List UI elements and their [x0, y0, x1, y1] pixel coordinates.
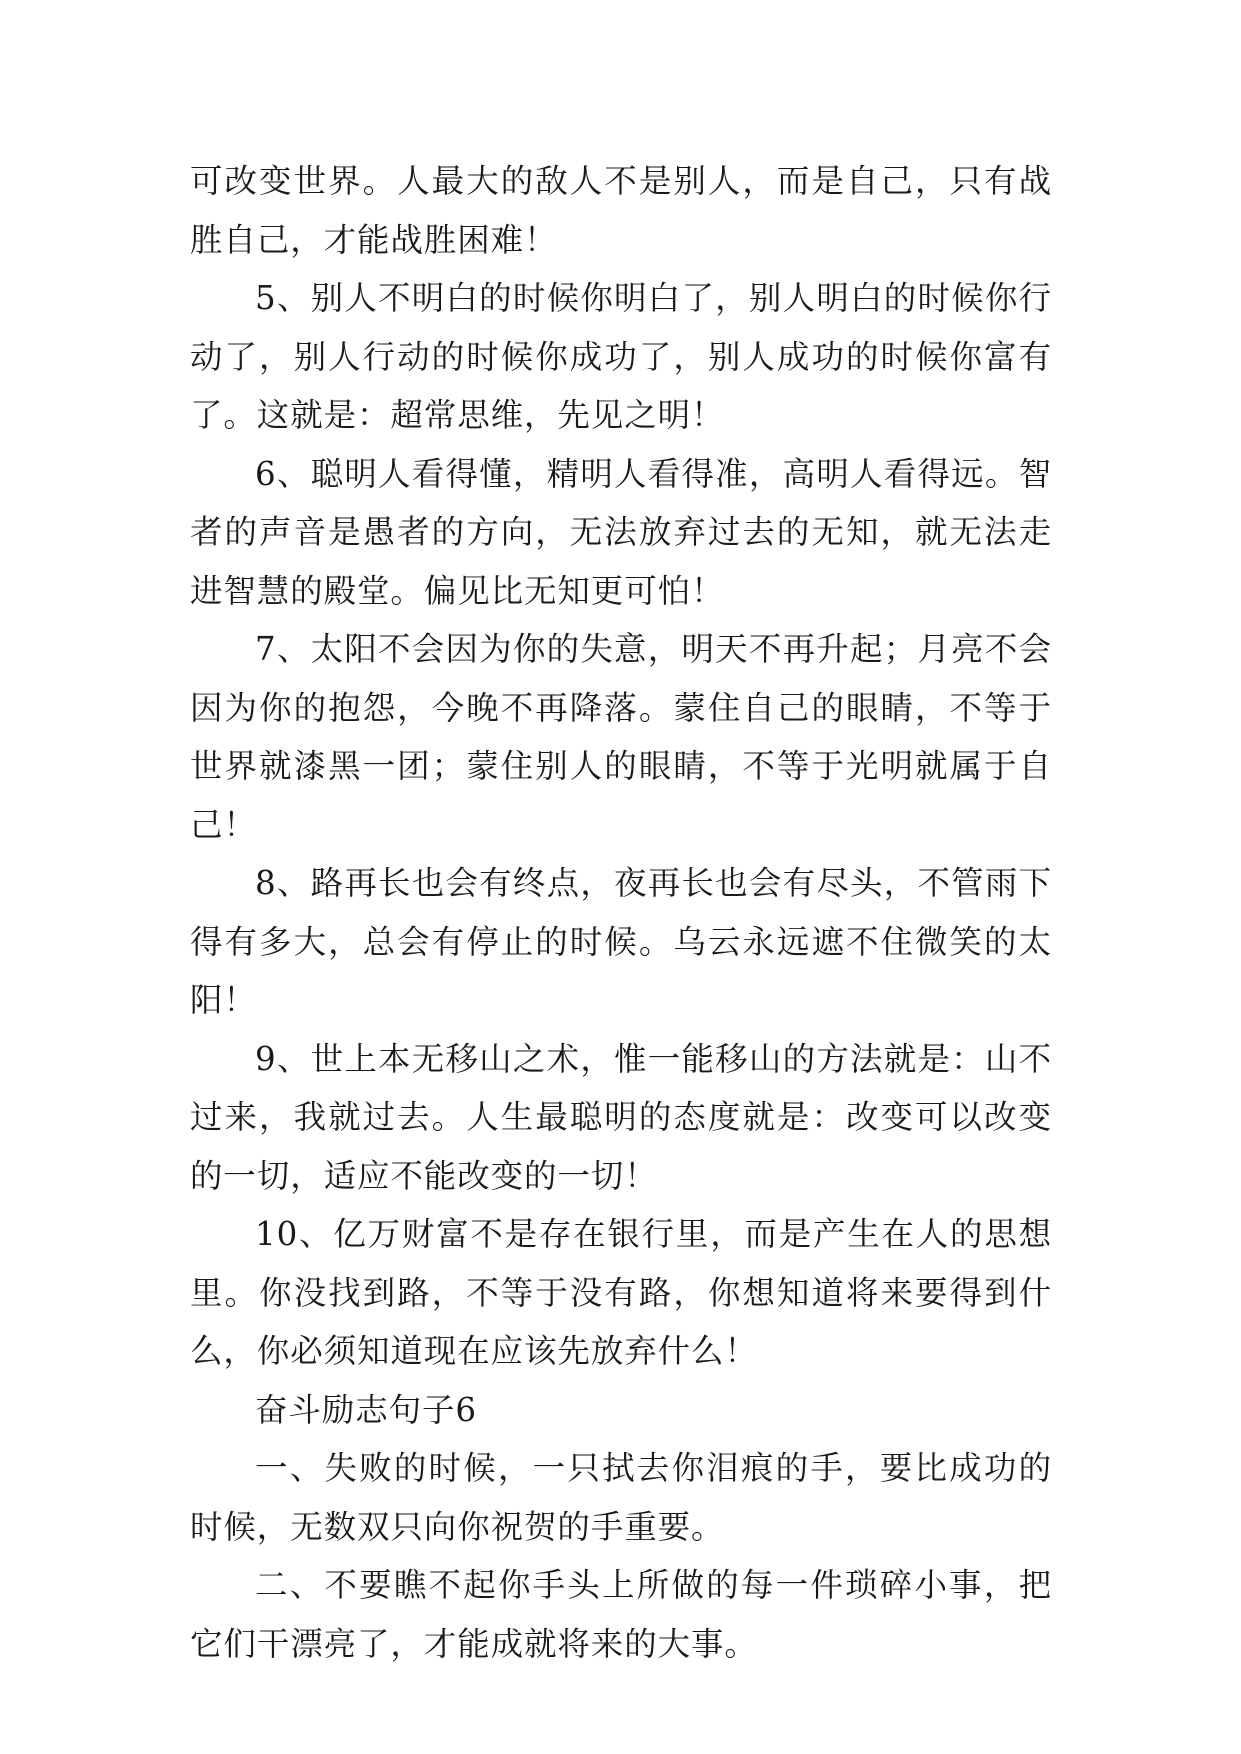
paragraph-item-8: 8、路再长也会有终点，夜再长也会有尽头，不管雨下得有多大，总会有停止的时候。乌云永远遮不住微笑的太阳！ — [190, 864, 1052, 1019]
paragraph-item-10: 10、亿万财富不是存在银行里，而是产生在人的思想里。你没找到路，不等于没有路，你想知道将来要得到什么，你必须知道现在应该先放弃什么！ — [190, 1215, 1052, 1370]
paragraph-item-5: 5、别人不明白的时候你明白了，别人明白的时候你行动了，别人行动的时候你成功了，别人成功的时候你富有了。这就是：超常思维，先见之明！ — [190, 279, 1052, 434]
paragraph-item-9: 9、世上本无移山之术，惟一能移山的方法就是：山不过来，我就过去。人生最聪明的态度就是：改变可以改变的一切，适应不能改变的一切！ — [190, 1039, 1052, 1195]
paragraph-item-7: 7、太阳不会因为你的失意，明天不再升起；月亮不会因为你的抱怨，今晚不再降落。蒙住自己的眼睛，不等于世界就漆黑一团；蒙住别人的眼睛，不等于光明就属于自己！ — [190, 630, 1052, 844]
paragraph-item-6: 6、聪明人看得懂，精明人看得准，高明人看得远。智者的声音是愚者的方向，无法放弃过去的无知，就无法走进智慧的殿堂。偏见比无知更可怕！ — [190, 454, 1052, 610]
section-heading: 奋斗励志句子6 — [255, 1390, 477, 1429]
paragraph-item-one: 一、失败的时候，一只拭去你泪痕的手，要比成功的时候，无数双只向你祝贺的手重要。 — [190, 1449, 1052, 1546]
body-text — [190, 152, 1052, 1673]
paragraph-continuation: 可改变世界。人最大的敌人不是别人，而是自己，只有战胜自己，才能战胜困难！ — [190, 162, 1052, 259]
paragraph-item-two: 二、不要瞧不起你手头上所做的每一件琐碎小事，把它们干漂亮了，才能成就将来的大事。 — [190, 1566, 1052, 1663]
